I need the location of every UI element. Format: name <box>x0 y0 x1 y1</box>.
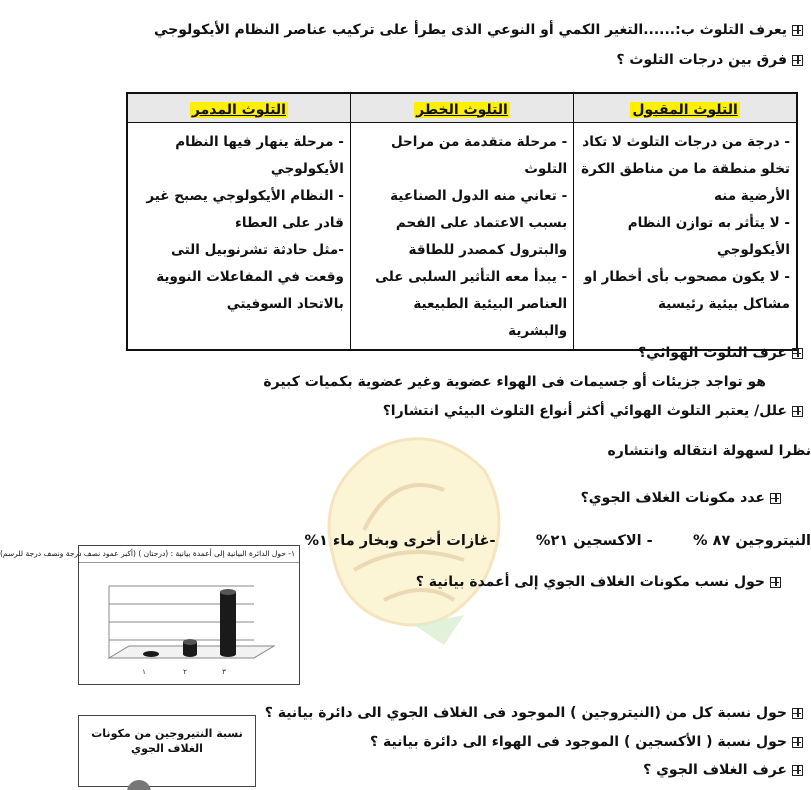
bar-1 <box>143 651 159 657</box>
cell-line: - لا يكون مصحوب بأى أخطار او مشاكل بيئية رئيسية <box>583 269 790 312</box>
cell-line: - مرحلة ينهار فيها النظام الأيكولوجي <box>175 134 344 177</box>
pollution-degrees-table <box>126 92 798 351</box>
cell-line: - تعاني منه الدول الصناعية بسبب الاعتماد على الفحم والبترول كمصدر للطاقة <box>390 188 568 258</box>
cell-acceptable <box>574 123 797 351</box>
header-label: التلوث المدمر <box>191 101 286 118</box>
pie-chart-title: نسبة النتيروجين من مكونات الغلاف الجوي <box>91 727 243 755</box>
pie-chart-svg <box>109 770 169 790</box>
checkbox-bullet-icon <box>792 737 803 748</box>
table-header-row <box>127 93 797 123</box>
question-air-definition <box>638 345 803 361</box>
bar-chart-thumbnail <box>0 545 300 685</box>
question-atmosphere-text: عرف الغلاف الجوي ؟ <box>643 762 787 778</box>
question-bar-text: حول نسب مكونات الغلاف الجوي إلى أعمدة بيانية ؟ <box>415 574 765 590</box>
header-dangerous <box>350 93 573 123</box>
question-air-text: عرف التلوث الهوائي؟ <box>637 345 787 361</box>
checkbox-bullet-icon <box>792 406 803 417</box>
checkbox-bullet-icon <box>792 55 803 66</box>
header-label: التلوث الخطر <box>416 101 508 118</box>
checkbox-bullet-icon <box>770 577 781 588</box>
answer-air-definition: هو تواجد جزيئات أو جسيمات فى الهواء عضوية وغير عضوية بكميات كبيرة <box>263 374 766 390</box>
bar-3-base <box>220 651 236 657</box>
question-components-text: عدد مكونات الغلاف الجوي؟ <box>580 490 765 506</box>
answer-why: نظرا لسهولة انتقاله وانتشاره <box>607 443 811 459</box>
question-pie-nitrogen <box>265 705 803 721</box>
header-label: التلوث المقبول <box>632 101 738 118</box>
checkbox-bullet-icon <box>770 493 781 504</box>
question-degrees-text: فرق بين درجات التلوث ؟ <box>616 52 787 68</box>
cell-line: - درجة من درجات التلوث لا تكاد تخلو منطقة ما من مناطق الكرة الأرضية منه <box>581 134 790 204</box>
question-bar-chart <box>416 574 781 590</box>
definition-text: يعرف التلوث ب:......التغير الكمي أو النوعي الذى يطرأ على تركيب عناصر النظام الأيكولوجي <box>154 22 787 38</box>
bar-chart-caption: ١- حول الدائرة البيانية إلى أعمدة بيانية : (درجتان ) (أكبر عمود نصف درجة ونصف درجة للرسم) <box>79 546 299 563</box>
checkbox-bullet-icon <box>792 765 803 776</box>
tick-label: ٢ <box>183 668 187 676</box>
table-row <box>127 123 797 351</box>
question-why-text: علل/ يعتبر التلوث الهوائي أكثر أنواع التلوث البيئي انتشارا؟ <box>382 403 787 419</box>
bar-2-base <box>183 651 197 657</box>
cell-line: - النظام الأيكولوجي يصبح غير قادر على العطاء <box>146 188 344 231</box>
checkbox-bullet-icon <box>792 708 803 719</box>
definition-line <box>154 22 803 38</box>
watermark-stamp-icon <box>294 410 524 650</box>
question-pie-nitrogen-text: حول نسبة كل من (النيتروجين ) الموجود فى الغلاف الجوي الى دائرة بيانية ؟ <box>264 705 787 721</box>
bar-3 <box>220 592 236 654</box>
cell-destructive <box>127 123 350 351</box>
pie-slice <box>127 780 151 790</box>
bar-2-top <box>183 639 197 645</box>
cell-line: - مرحلة متقدمة من مراحل التلوث <box>390 134 568 177</box>
pie-chart-thumbnail <box>78 715 256 787</box>
checkbox-bullet-icon <box>792 25 803 36</box>
cell-line: - يبدأ معه التأثير السلبى على العناصر البيئية الطبيعية والبشرية <box>375 269 568 339</box>
question-pie-oxygen-text: حول نسبة ( الأكسجين ) الموجود فى الهواء الى دائرة بيانية ؟ <box>369 734 787 750</box>
question-atmosphere <box>643 762 803 778</box>
tick-label: ٣ <box>222 668 226 676</box>
question-pie-oxygen <box>370 734 803 750</box>
question-degrees <box>616 52 803 68</box>
cell-dangerous <box>350 123 573 351</box>
header-acceptable <box>574 93 797 123</box>
question-why <box>383 403 803 419</box>
cell-line: -مثل حادثة تشرنوبيل التى وقعت في المفاعلات النووية بالاتحاد السوفيتي <box>156 242 344 312</box>
checkbox-bullet-icon <box>792 348 803 359</box>
cell-line: - لا يتأثر به توازن النظام الأيكولوجي <box>627 215 790 258</box>
tick-label: ١ <box>142 668 146 676</box>
bar-chart-svg <box>79 564 295 682</box>
header-destructive <box>127 93 350 123</box>
bar-3-top <box>220 589 236 595</box>
question-components <box>581 490 781 506</box>
answer-components: النيتروجين ٨٧ % - الاكسجين ٢١% -غازات أخرى وبخار ماء ١% <box>304 533 811 549</box>
